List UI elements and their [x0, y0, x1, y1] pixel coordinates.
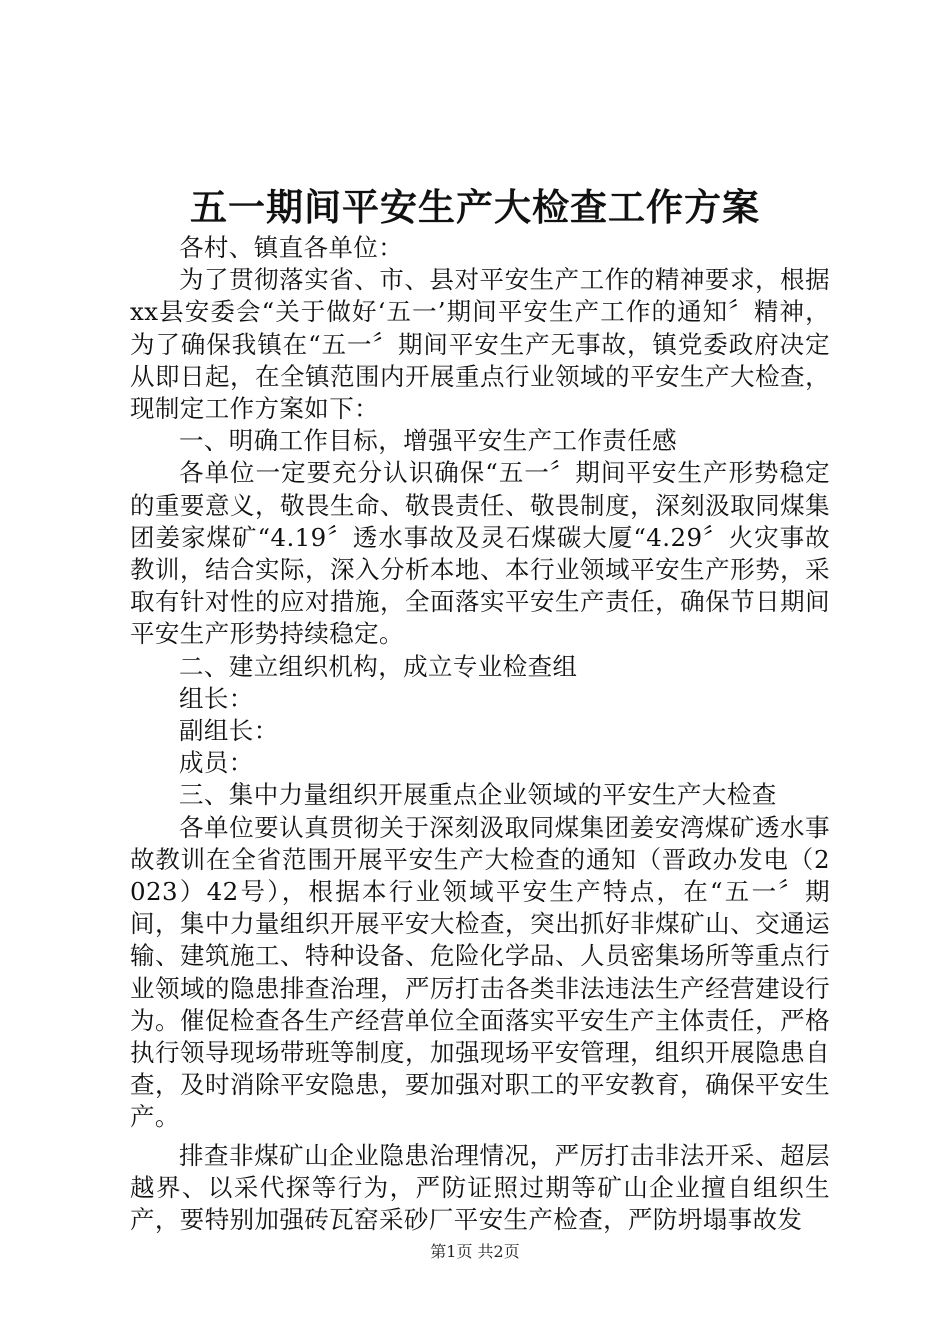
group-leader-line: 组长：	[179, 683, 254, 713]
section-3-paragraph: 各单位要认真贯彻关于深刻汲取同煤集团姜安湾煤矿透水事故教训在全省范围开展平安生产大检查的通知（晋政办发电（2023）42号），根据本行业领域平安生产特点，在“五一〞期间，集中力量组织开展平安大检查，突出抓好非煤矿山、交通运输、建筑施工、特种设备、危险化学品、人员密集场所等重点行业领域的隐患排查治理，严厉打击各类非法违法生产经营建设行为。催促检查各生产经营单位全面落实平安生产主体责任，严格执行领导现场带班等制度，加强现场平安管理，组织开展隐患自查，及时消除平安隐患，要加强对职工的平安教育，确保平安生产。	[130, 812, 830, 1132]
page-footer: 第1页 共2页	[430, 1242, 520, 1261]
section-heading-3: 三、集中力量组织开展重点企业领域的平安生产大检查	[179, 780, 777, 810]
section-heading-1: 一、明确工作目标，增强平安生产工作责任感	[179, 426, 677, 456]
deputy-leader-line: 副组长：	[179, 716, 279, 746]
intro-paragraph: 为了贯彻落实省、市、县对平安生产工作的精神要求，根据xx县安委会“关于做好‘五一’期间平安生产工作的通知〞精神，为了确保我镇在“五一〞期间平安生产无事故，镇党委政府决定从即日起，在全镇范围内开展重点行业领域的平安生产大检查，现制定工作方案如下：	[130, 265, 830, 424]
section-heading-2: 二、建立组织机构，成立专业检查组	[179, 651, 578, 681]
section-1-paragraph: 各单位一定要充分认识确保“五一〞期间平安生产形势稳定的重要意义，敬畏生命、敬畏责任、敬畏制度，深刻汲取同煤集团姜家煤矿“4.19〞透水事故及灵石煤碳大厦“4.29〞火灾事故教训，结合实际，深入分析本地、本行业领域平安生产形势，采取有针对性的应对措施，全面落实平安生产责任，确保节日期间平安生产形势持续稳定。	[130, 458, 830, 649]
document-body	[130, 232, 830, 1236]
salutation: 各村、镇直各单位：	[179, 233, 404, 262]
members-line: 成员：	[179, 748, 254, 778]
document-title: 五一期间平安生产大检查工作方案	[190, 185, 760, 229]
mining-inspection-paragraph: 排查非煤矿山企业隐患治理情况，严厉打击非法开采、超层越界、以采代探等行为，严防证照过期等矿山企业擅自组织生产，要特别加强砖瓦窑采砂厂平安生产检查，严防坍塌事故发	[130, 1140, 830, 1235]
